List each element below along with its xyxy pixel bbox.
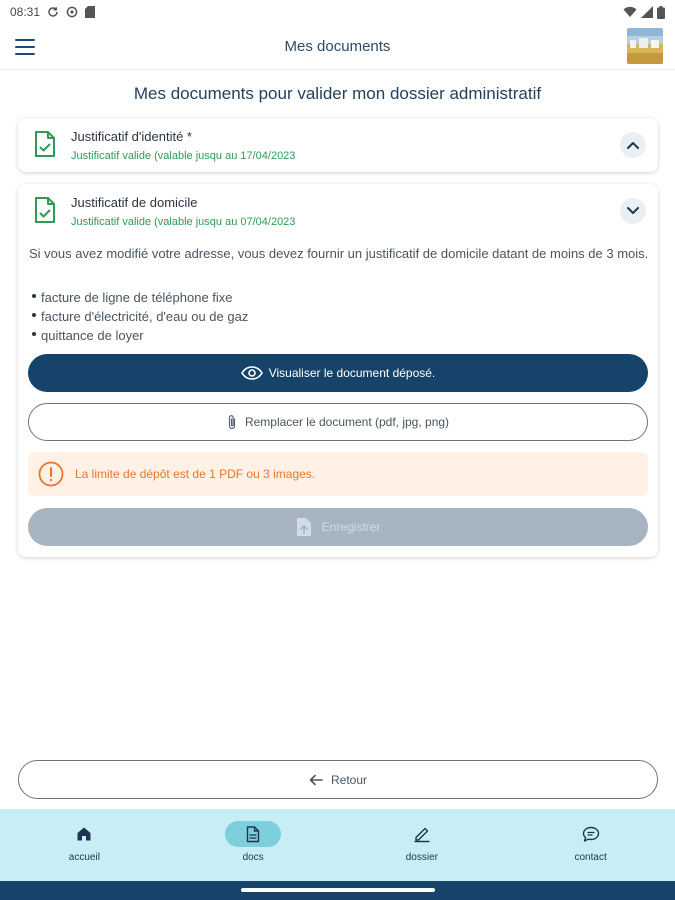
- document-icon: [246, 826, 260, 843]
- nav-icon-container: [394, 821, 450, 847]
- bullet-dot: [32, 332, 36, 336]
- chevron-down-icon: [627, 207, 639, 215]
- page-title: Mes documents: [284, 38, 391, 55]
- nav-label: contact: [574, 852, 607, 863]
- back-label: Retour: [330, 772, 368, 787]
- accepted-documents-list: [32, 288, 248, 345]
- view-document-button[interactable]: [28, 354, 648, 392]
- document-check-icon: [34, 131, 56, 158]
- nav-label: dossier: [405, 852, 438, 863]
- document-check-icon: [34, 197, 56, 224]
- list-item-text: facture de ligne de téléphone fixe: [41, 290, 233, 305]
- nav-item-contact[interactable]: [506, 809, 675, 881]
- document-status: Justificatif valide (valable jusqu au 17/04/2023: [71, 150, 296, 162]
- avatar[interactable]: [627, 28, 663, 64]
- upload-limit-alert: [28, 452, 648, 496]
- document-card-domicile: [18, 184, 658, 557]
- nav-icon-container: [563, 821, 619, 847]
- list-item-text: quittance de loyer: [41, 328, 144, 343]
- expand-toggle-button[interactable]: [620, 132, 646, 158]
- eye-icon: [241, 366, 263, 380]
- warning-circle-icon: [38, 461, 64, 487]
- document-description: Si vous avez modifié votre adresse, vous devez fournir un justificatif de domicile datant de moins de 3 mois.: [29, 246, 649, 261]
- signal-icon: [641, 6, 653, 18]
- list-item: [32, 307, 248, 326]
- file-upload-icon: [296, 517, 312, 537]
- alert-text: La limite de dépôt est de 1 PDF ou 3 images.: [75, 467, 316, 481]
- section-heading: Mes documents pour valider mon dossier administratif: [133, 84, 542, 103]
- menu-icon-line: [15, 46, 35, 48]
- chevron-up-icon: [627, 141, 639, 149]
- home-icon: [76, 826, 92, 842]
- list-item-text: facture d'électricité, d'eau ou de gaz: [41, 309, 249, 324]
- document-title: Justificatif de domicile: [71, 195, 198, 210]
- document-status: Justificatif valide (valable jusqu au 07/04/2023: [71, 216, 296, 228]
- wifi-icon: [623, 6, 637, 18]
- menu-button[interactable]: [14, 37, 36, 57]
- replace-document-button[interactable]: [28, 403, 648, 441]
- document-card-identity: [18, 118, 658, 172]
- sd-card-icon: [85, 6, 95, 18]
- menu-icon-line: [15, 53, 35, 55]
- list-item: [32, 288, 248, 307]
- list-item: [32, 326, 248, 345]
- home-gesture-handle[interactable]: [241, 888, 435, 892]
- bottom-navigation: [0, 809, 675, 881]
- nav-icon-container: [56, 821, 112, 847]
- nav-icon-container: [225, 821, 281, 847]
- back-button[interactable]: [18, 760, 658, 799]
- nav-item-docs[interactable]: [169, 809, 338, 881]
- sync-icon: [47, 6, 59, 18]
- chat-bubble-icon: [582, 826, 600, 843]
- status-time: 08:31: [10, 5, 41, 19]
- nav-label: docs: [242, 852, 264, 863]
- nav-item-accueil[interactable]: [0, 809, 169, 881]
- data-saver-icon: [66, 6, 78, 18]
- replace-document-label: Remplacer le document (pdf, jpg, png): [244, 415, 450, 429]
- status-bar: [0, 0, 675, 24]
- battery-icon: [657, 6, 665, 19]
- arrow-left-icon: [309, 774, 323, 786]
- menu-icon-line: [15, 39, 35, 41]
- paperclip-icon: [227, 414, 237, 430]
- nav-item-dossier[interactable]: [338, 809, 507, 881]
- view-document-label: Visualiser le document déposé.: [268, 366, 436, 380]
- save-label: Enregistrer: [321, 520, 381, 534]
- document-title: Justificatif d'identité *: [71, 129, 192, 144]
- avatar-image-icon: [627, 28, 663, 64]
- pencil-icon: [413, 825, 431, 843]
- system-navigation-bar: [0, 881, 675, 900]
- app-bar: [0, 24, 675, 70]
- save-button[interactable]: [28, 508, 648, 546]
- collapse-toggle-button[interactable]: [620, 198, 646, 224]
- nav-label: accueil: [68, 852, 100, 863]
- bullet-dot: [32, 313, 36, 317]
- bullet-dot: [32, 294, 36, 298]
